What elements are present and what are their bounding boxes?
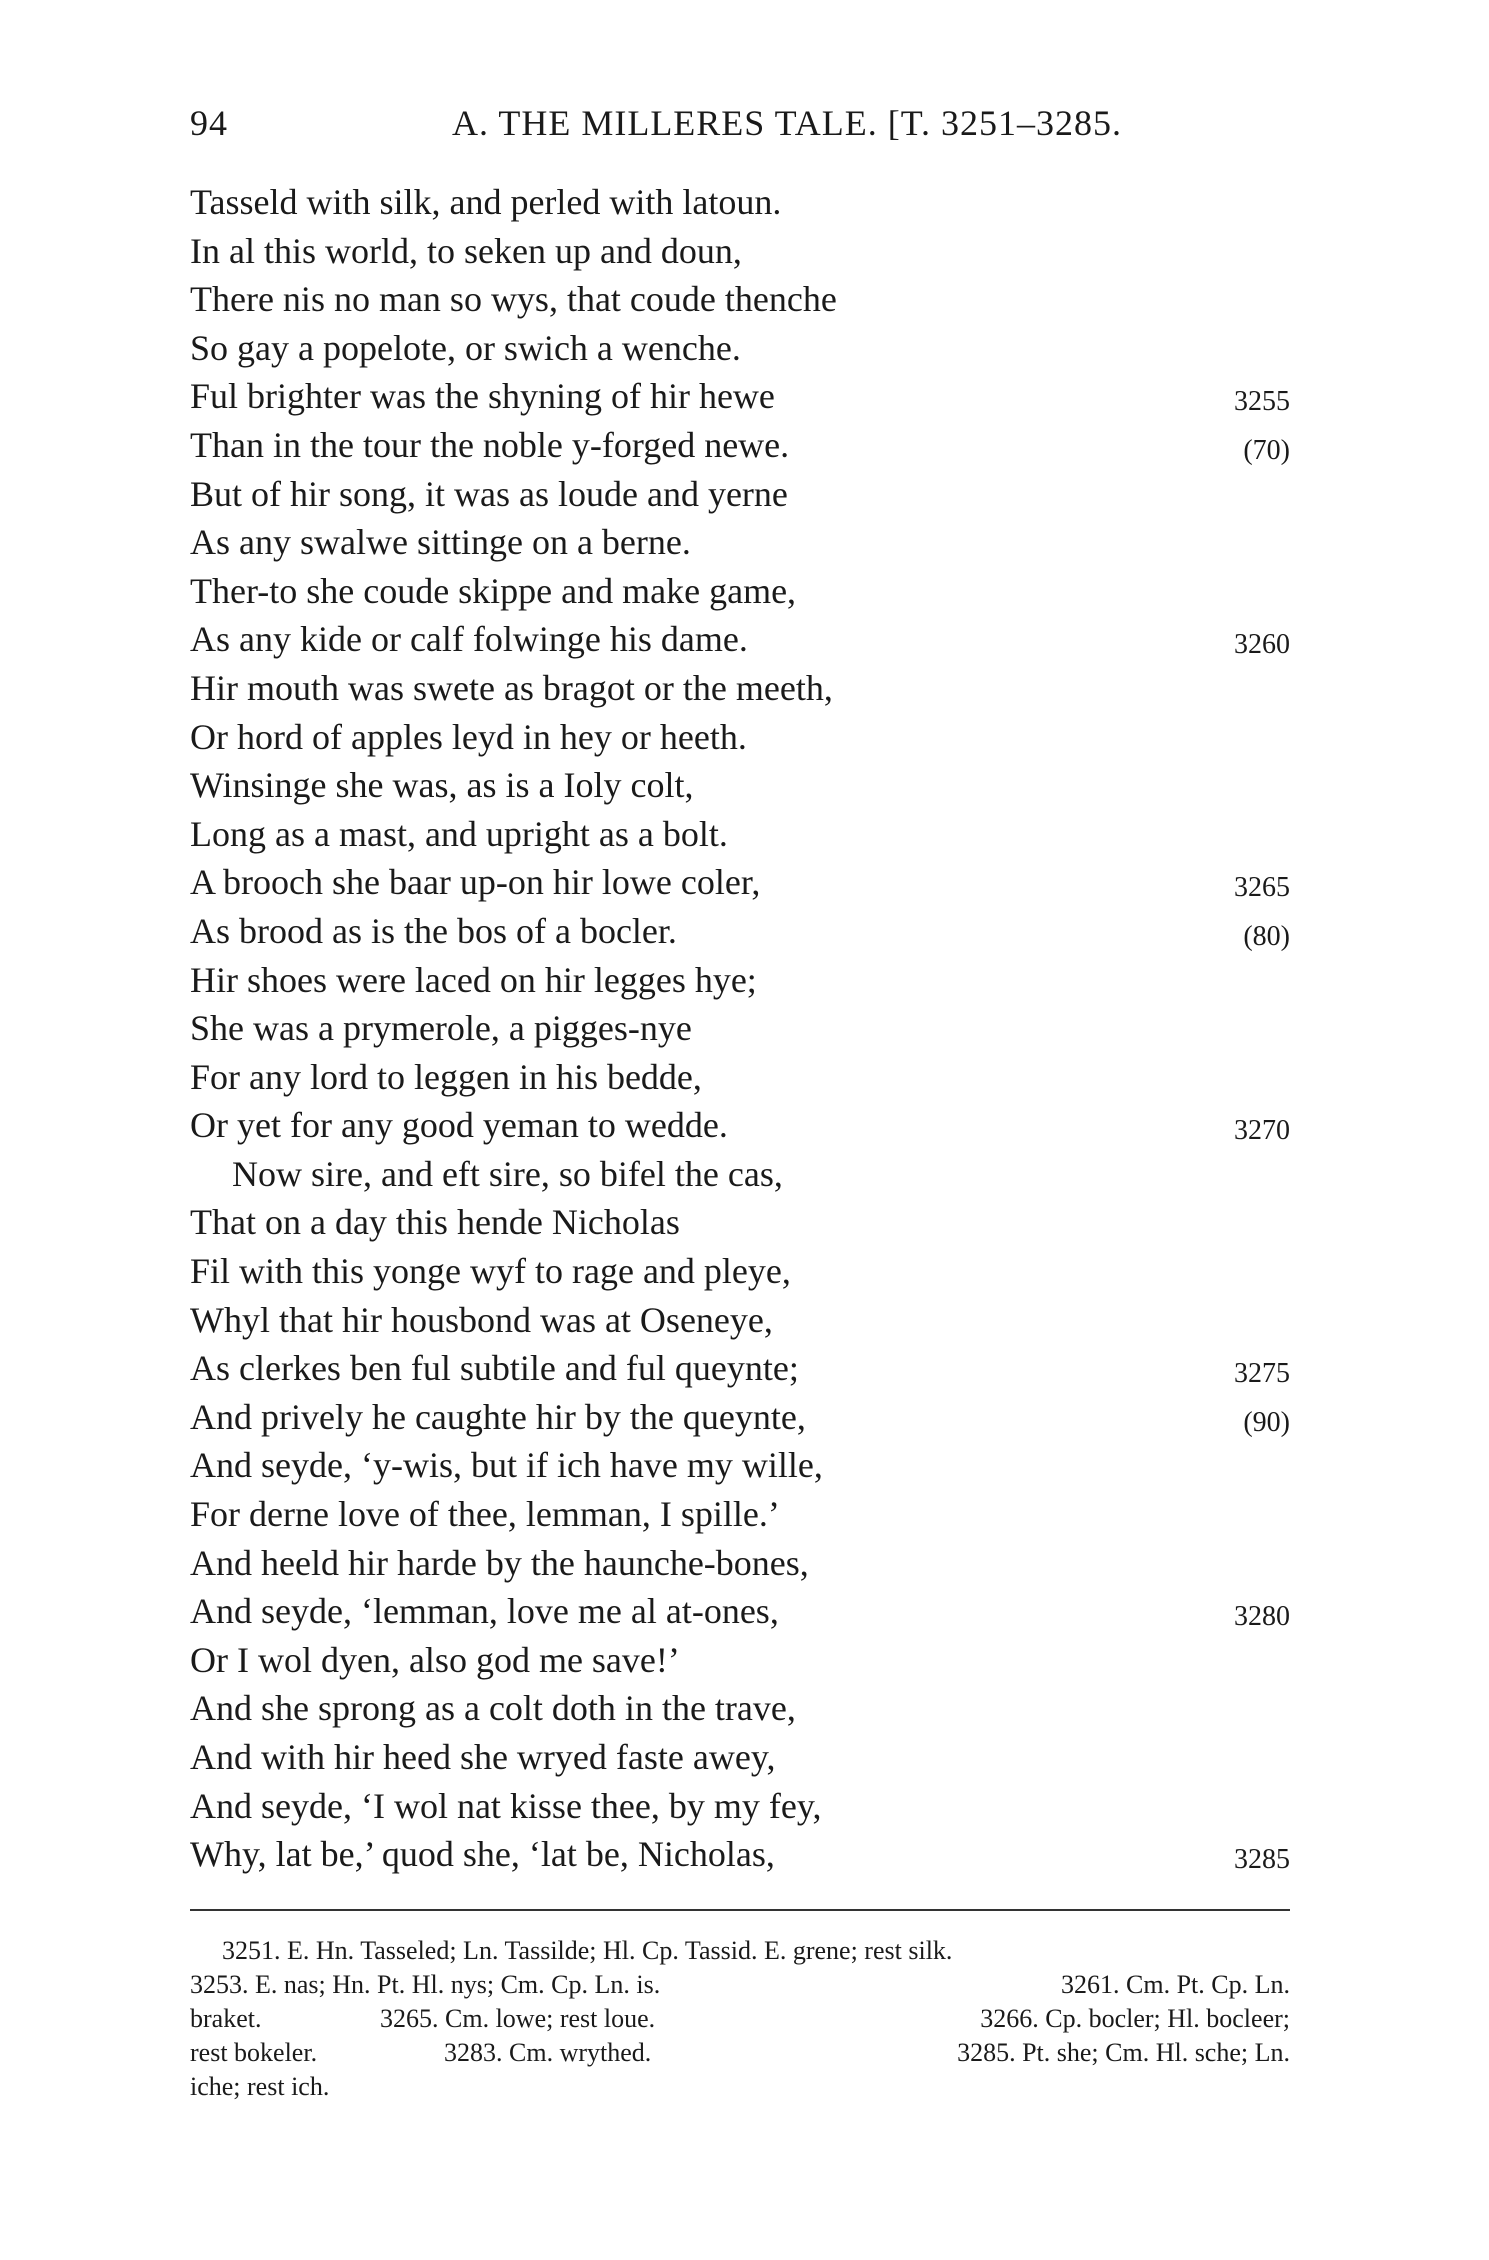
verse-line xyxy=(190,1490,1290,1539)
verse-line xyxy=(190,324,1290,373)
verse-line-text: But of hir song, it was as loude and yerne xyxy=(190,473,788,514)
note-line xyxy=(190,2070,1290,2104)
verse-line-text: And prively he caughte hir by the queynte, xyxy=(190,1396,806,1437)
verse-line-text: That on a day this hende Nicholas xyxy=(190,1202,680,1243)
verse-line-text: Fil with this yonge wyf to rage and pleye, xyxy=(190,1251,791,1292)
note-line xyxy=(190,1934,1290,1968)
verse-block xyxy=(190,178,1290,1879)
verse-line xyxy=(190,761,1290,810)
note-text: 3265. Cm. lowe; rest loue. xyxy=(380,2004,656,2033)
running-title: A. THE MILLERES TALE. [T. 3251–3285. xyxy=(452,103,1123,143)
verse-line-text: As clerkes ben ful subtile and ful queynte; xyxy=(190,1348,799,1389)
verse-line xyxy=(190,227,1290,276)
verse-line xyxy=(190,1587,1290,1636)
verse-line-text: She was a prymerole, a pigges-nye xyxy=(190,1008,692,1049)
verse-line xyxy=(190,1539,1290,1588)
verse-line-text: Or I wol dyen, also god me save!’ xyxy=(190,1639,680,1680)
verse-line-text: A brooch she baar up-on hir lowe coler, xyxy=(190,862,761,903)
verse-line xyxy=(190,1296,1290,1345)
verse-line xyxy=(190,907,1290,956)
verse-line-text: Or hord of apples leyd in hey or heeth. xyxy=(190,716,747,757)
verse-line-text: There nis no man so wys, that coude thenche xyxy=(190,279,837,320)
verse-line-text: Hir mouth was swete as bragot or the meeth, xyxy=(190,667,833,708)
verse-line-text: For derne love of thee, lemman, I spille.’ xyxy=(190,1494,780,1535)
verse-line xyxy=(190,615,1290,664)
verse-line xyxy=(190,470,1290,519)
line-number: (70) xyxy=(1243,434,1290,466)
verse-line xyxy=(190,421,1290,470)
note-text: 3283. Cm. wrythed. xyxy=(444,2038,652,2067)
verse-line xyxy=(190,178,1290,227)
verse-line xyxy=(190,1344,1290,1393)
verse-line-text: And she sprong as a colt doth in the trave, xyxy=(190,1688,796,1729)
verse-line-text: As any kide or calf folwinge his dame. xyxy=(190,619,748,660)
verse-line xyxy=(190,858,1290,907)
verse-line xyxy=(190,1150,1290,1199)
note-line xyxy=(190,2002,1290,2036)
verse-line-text: Why, lat be,’ quod she, ‘lat be, Nicholas, xyxy=(190,1834,775,1875)
line-number: 3255 xyxy=(1234,386,1290,418)
verse-line xyxy=(190,275,1290,324)
verse-line xyxy=(190,1053,1290,1102)
verse-line-text: For any lord to leggen in his bedde, xyxy=(190,1056,702,1097)
page-number: 94 xyxy=(190,103,228,143)
line-number: 3260 xyxy=(1234,629,1290,661)
running-header xyxy=(190,102,1290,152)
verse-line xyxy=(190,1101,1290,1150)
note-text: rest bokeler. xyxy=(190,2038,318,2067)
line-number: 3285 xyxy=(1234,1844,1290,1876)
line-number: 3265 xyxy=(1234,872,1290,904)
verse-line xyxy=(190,1782,1290,1831)
verse-line-text: Than in the tour the noble y-forged newe. xyxy=(190,424,790,465)
line-number: 3275 xyxy=(1234,1358,1290,1390)
note-text: 3253. E. nas; Hn. Pt. Hl. nys; Cm. Cp. Ln. is. xyxy=(190,1970,661,1999)
note-text: 3261. Cm. Pt. Cp. Ln. xyxy=(1061,1970,1290,1999)
verse-line xyxy=(190,1684,1290,1733)
note-line xyxy=(190,1968,1290,2002)
footnote-rule xyxy=(190,1909,1290,1911)
verse-line-text: And heeld hir harde by the haunche-bones, xyxy=(190,1542,809,1583)
note-text: 3251. E. Hn. Tasseled; Ln. Tassilde; Hl. Cp. Tassid. E. grene; rest silk. xyxy=(222,1936,953,1965)
verse-line-text: Now sire, and eft sire, so bifel the cas, xyxy=(232,1153,783,1194)
verse-line-text: And seyde, ‘y-wis, but if ich have my wille, xyxy=(190,1445,823,1486)
note-text: 3285. Pt. she; Cm. Hl. sche; Ln. xyxy=(957,2038,1290,2067)
note-text: 3266. Cp. bocler; Hl. bocleer; xyxy=(980,2004,1290,2033)
verse-line-text: And with hir heed she wryed faste awey, xyxy=(190,1737,776,1777)
line-number: (90) xyxy=(1243,1406,1290,1438)
verse-line-text: As any swalwe sittinge on a berne. xyxy=(190,522,691,563)
verse-line xyxy=(190,518,1290,567)
verse-line xyxy=(190,1247,1290,1296)
verse-line xyxy=(190,956,1290,1005)
verse-line-text: Tasseld with silk, and perled with latoun. xyxy=(190,182,782,222)
verse-line-text: Whyl that hir housbond was at Oseneye, xyxy=(190,1299,773,1340)
verse-line xyxy=(190,1393,1290,1442)
verse-line-text: And seyde, ‘lemman, love me al at-ones, xyxy=(190,1591,779,1632)
verse-line-text: Long as a mast, and upright as a bolt. xyxy=(190,813,728,854)
verse-line xyxy=(190,1830,1290,1879)
verse-line xyxy=(190,1004,1290,1053)
line-number: 3280 xyxy=(1234,1601,1290,1633)
verse-line xyxy=(190,1636,1290,1685)
verse-line-text: Winsinge she was, as is a Ioly colt, xyxy=(190,765,694,806)
verse-line xyxy=(190,1198,1290,1247)
verse-line-text: Ful brighter was the shyning of hir hewe xyxy=(190,376,775,417)
line-number: (80) xyxy=(1243,920,1290,952)
note-text: braket. xyxy=(190,2004,262,2033)
line-number: 3270 xyxy=(1234,1115,1290,1147)
verse-line-text: Ther-to she coude skippe and make game, xyxy=(190,570,797,611)
note-line xyxy=(190,2036,1290,2070)
verse-line-text: So gay a popelote, or swich a wenche. xyxy=(190,327,741,368)
verse-line xyxy=(190,810,1290,859)
verse-line xyxy=(190,664,1290,713)
verse-line-text: As brood as is the bos of a bocler. xyxy=(190,910,677,951)
verse-line-text: In al this world, to seken up and doun, xyxy=(190,230,742,271)
verse-line xyxy=(190,567,1290,616)
verse-line xyxy=(190,1733,1290,1782)
verse-line xyxy=(190,713,1290,762)
verse-line-text: And seyde, ‘I wol nat kisse thee, by my fey, xyxy=(190,1785,822,1826)
textual-notes xyxy=(190,1934,1290,2104)
verse-line-text: Or yet for any good yeman to wedde. xyxy=(190,1105,728,1146)
verse-line xyxy=(190,372,1290,421)
note-text: iche; rest ich. xyxy=(190,2072,330,2101)
verse-line-text: Hir shoes were laced on hir legges hye; xyxy=(190,959,757,1000)
verse-line xyxy=(190,1441,1290,1490)
